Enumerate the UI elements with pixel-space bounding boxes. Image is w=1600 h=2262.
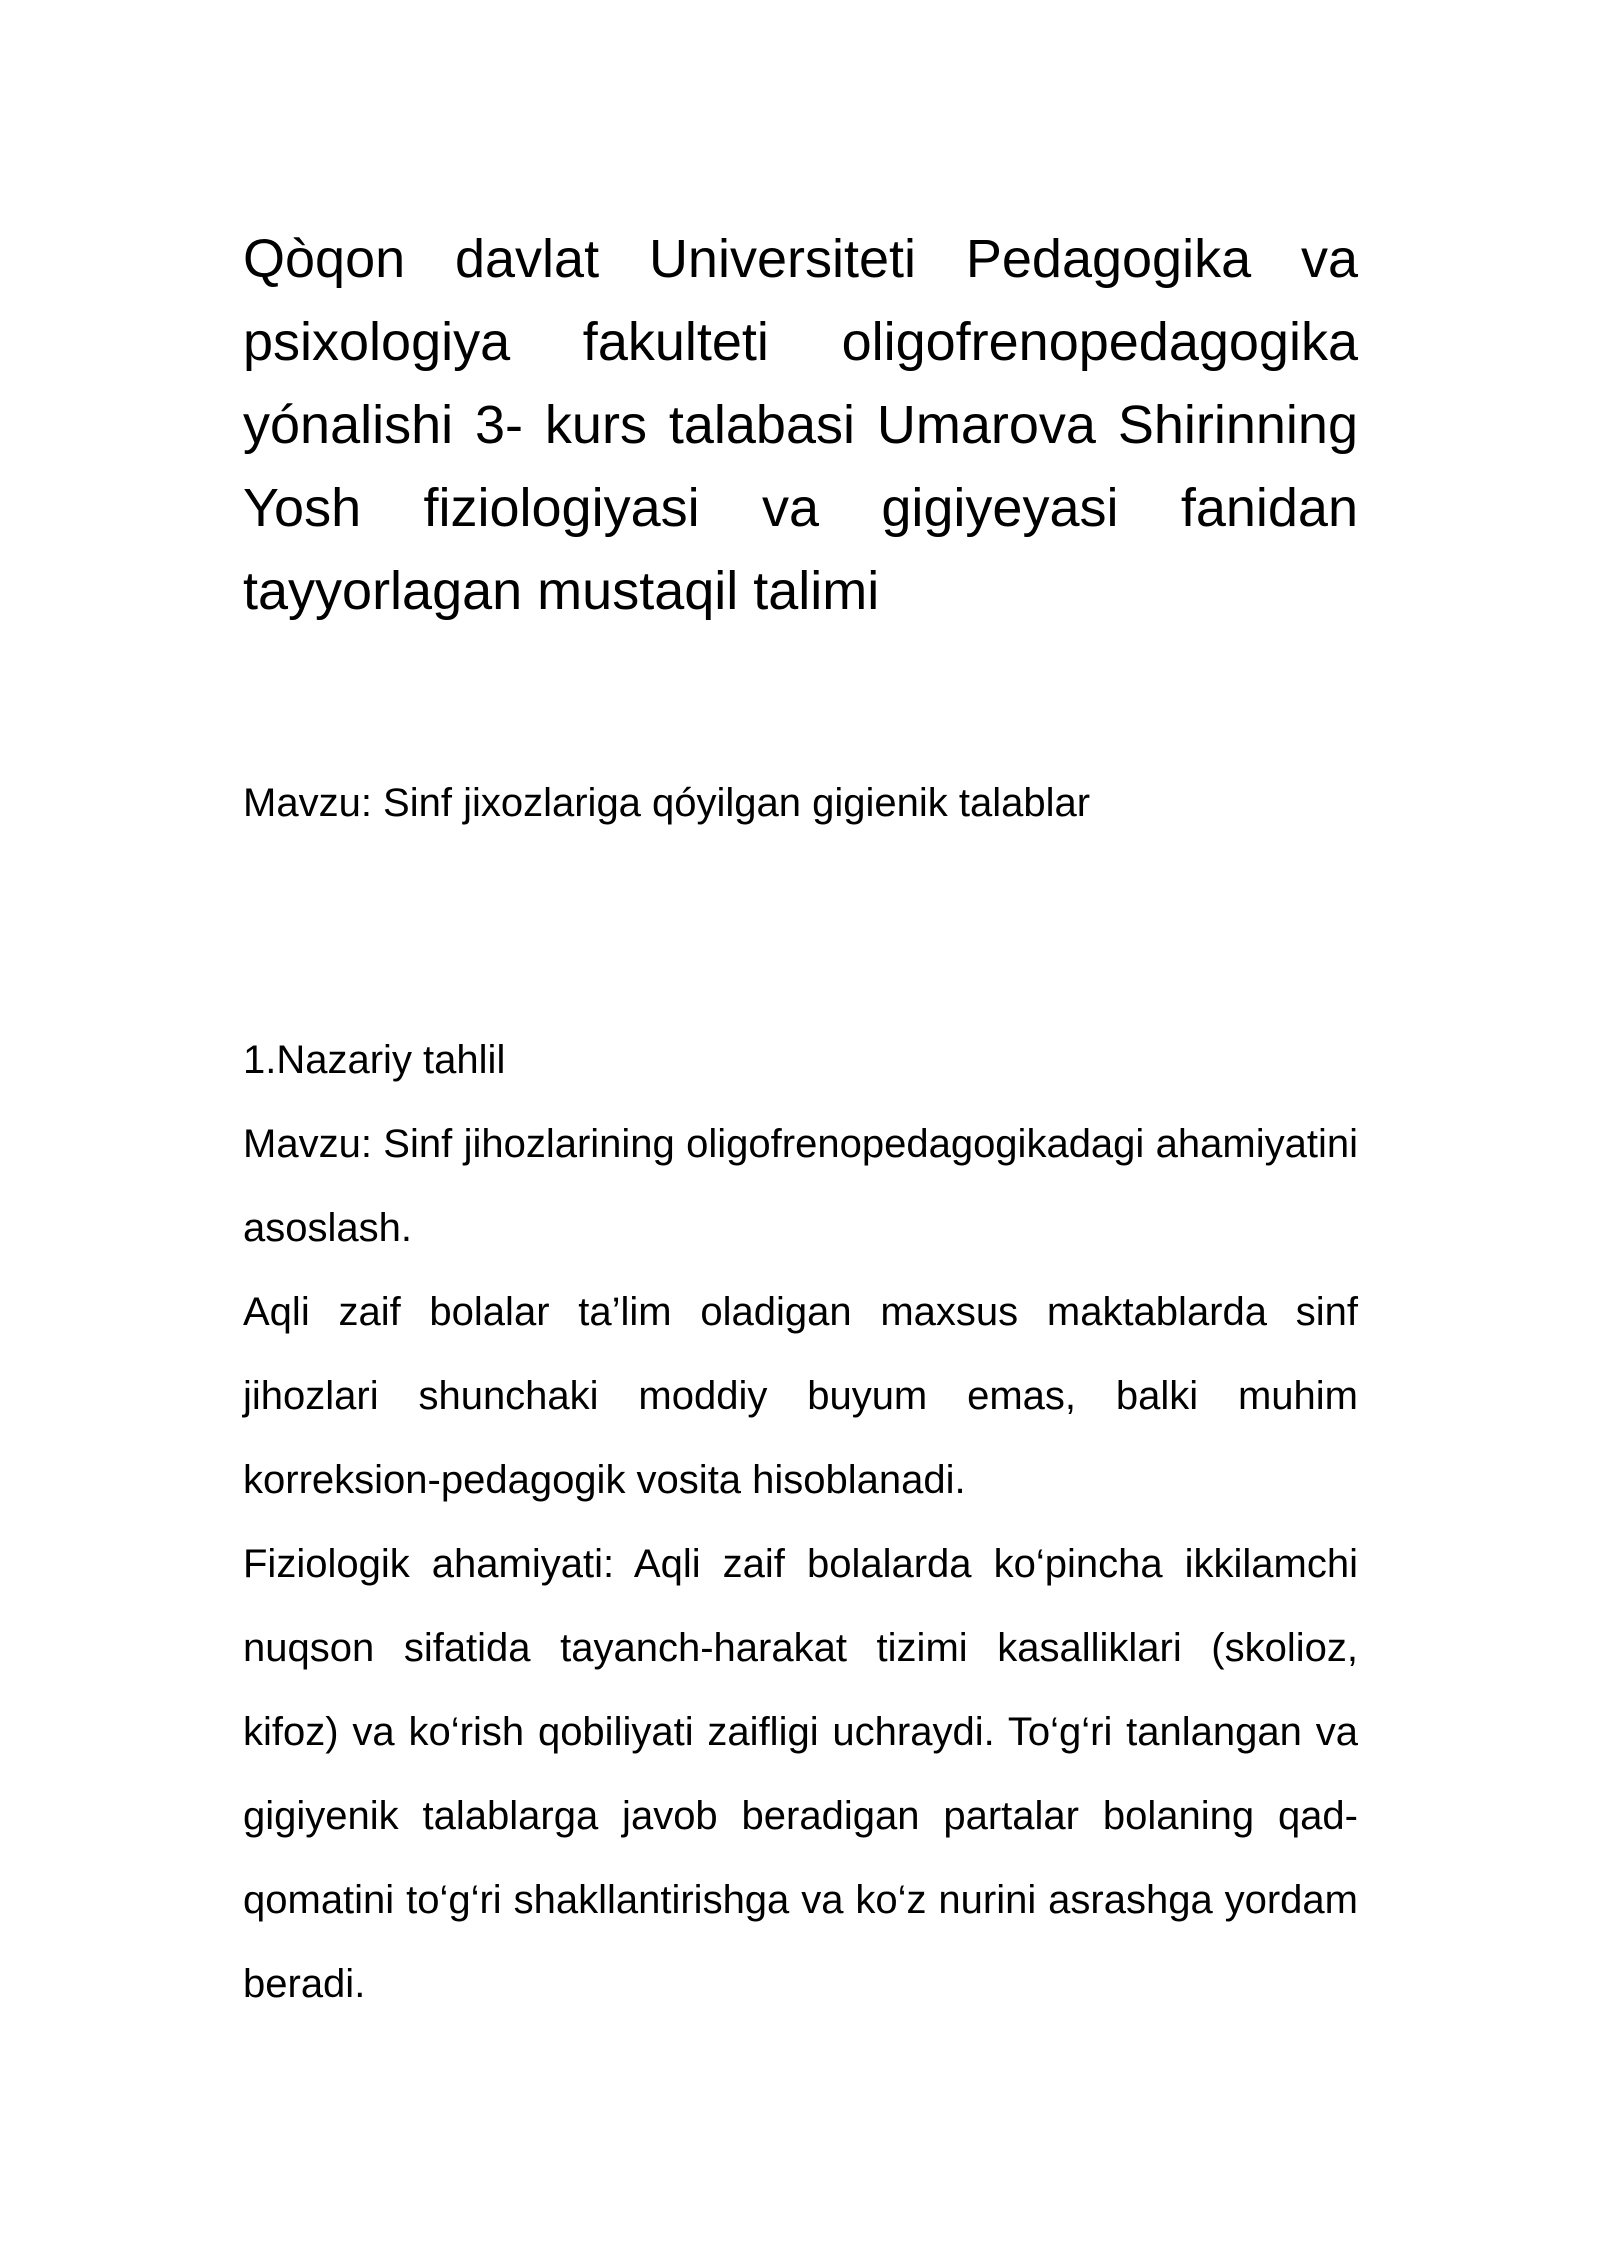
paragraph: Aqli zaif bolalar ta’lim oladigan maxsus maktablarda sinf jihozlari shunchaki moddiy buyum emas, balki muhim korreksion-pedagogik vosita hisoblanadi. — [243, 1290, 1358, 1502]
document-content — [243, 218, 1358, 2006]
paragraph: Fiziologik ahamiyati: Aqli zaif bolalarda ko‘pincha ikkilamchi nuqson sifatida tayanch-harakat tizimi kasalliklari (skolioz, kifoz) va ko‘rish qobiliyati zaifligi uchraydi. To‘g‘ri tanlangan va gigiyenik talablarga javob beradigan partalar bolaning qad-qomatini to‘g‘ri shakllantirishga va ko‘z nurini asrashga yordam beradi. — [243, 1542, 1358, 2006]
body-block — [243, 1018, 1358, 2026]
section-heading: 1.Nazariy tahlil — [243, 1038, 506, 1082]
topic-line: Mavzu: Sinf jixozlariga qóyilgan gigienik talablar — [243, 781, 1091, 825]
paragraph: Mavzu: Sinf jihozlarining oligofrenopedagogikadagi ahamiyatini asoslash. — [243, 1122, 1358, 1250]
document-title: Qòqon davlat Universiteti Pedagogika va psixologiya fakulteti oligofrenopedagogika yónalishi 3- kurs talabasi Umarova Shirinning Yosh fiziologiyasi va gigiyeyasi fanidan tayyorlagan mustaqil talimi — [243, 229, 1358, 621]
